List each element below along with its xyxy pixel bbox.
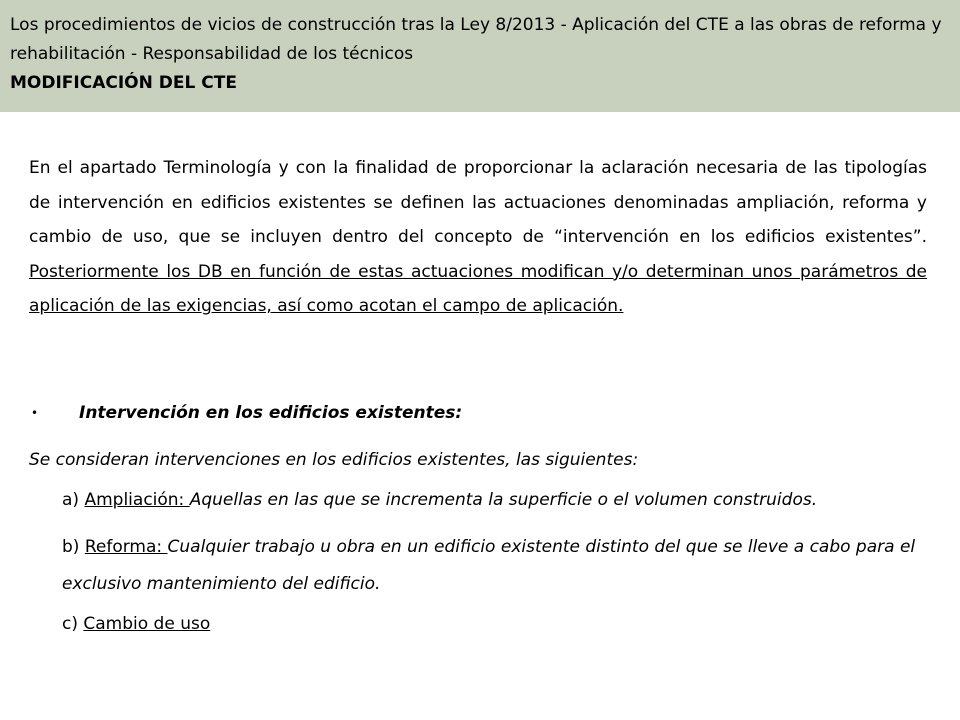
section-lead: Se consideran intervenciones en los edificios existentes, las siguientes: <box>29 450 639 470</box>
list-item-cambio-de-uso <box>62 606 922 643</box>
section-heading-text: Intervención en los edificios existentes: <box>79 403 463 423</box>
list-item-term: Ampliación: <box>84 490 190 510</box>
intro-block <box>29 151 927 324</box>
intro-text: En el apartado Terminología y con la finalidad de proporcionar la aclaración necesaria de las tipologías de intervención en edificios existentes se definen las actuaciones denominadas ampliación, reforma y cambio de uso, que se incluyen dentro del concepto de “intervención en los edificios existentes”. <box>29 158 927 248</box>
list-item-prefix: c) <box>62 614 84 634</box>
list-item-reforma <box>62 529 922 603</box>
slide-subtitle: MODIFICACIÓN DEL CTE <box>10 73 237 93</box>
list-item-ampliacion <box>62 482 922 519</box>
list-item-term: Reforma: <box>84 537 168 557</box>
intro-underlined-text: Posteriormente los DB en función de estas actuaciones modifican y/o determinan unos parámetros de aplicación de las exigencias, así como acotan el campo de aplicación. <box>29 261 927 317</box>
section-heading <box>29 396 462 430</box>
bullet-icon: • <box>31 406 39 420</box>
list-item-prefix: a) <box>62 490 85 510</box>
list-item-text: Aquellas en las que se incrementa la superficie o el volumen construidos. <box>189 490 818 510</box>
list-item-text: Cualquier trabajo u obra en un edificio existente distinto del que se lleve a cabo para el exclusivo mantenimiento del edificio. <box>62 537 916 594</box>
slide-title: Los procedimientos de vicios de construcción tras la Ley 8/2013 - Aplicación del CTE a las obras de reforma y rehabilitación - Responsabilidad de los técnicos <box>10 15 942 64</box>
list-item-prefix: b) <box>62 537 85 557</box>
slide-header <box>0 0 960 112</box>
intro-paragraph <box>29 151 927 324</box>
list-item-term: Cambio de uso <box>83 614 211 634</box>
